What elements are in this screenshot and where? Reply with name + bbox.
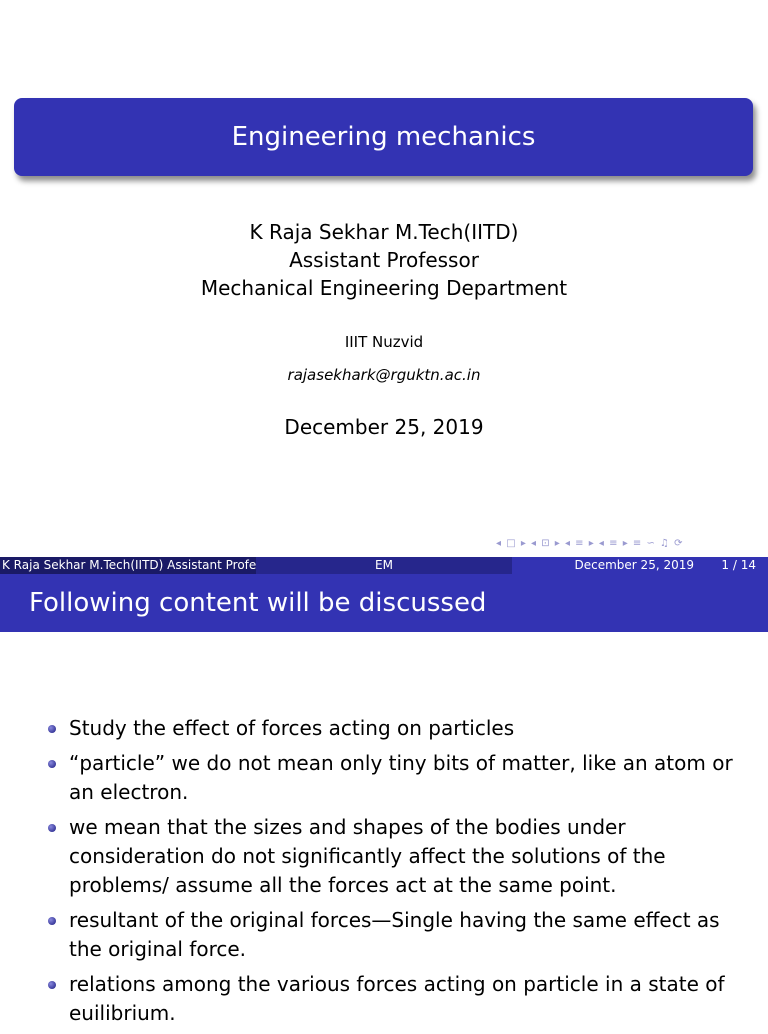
bullet-icon	[48, 981, 56, 989]
list-item: we mean that the sizes and shapes of the bodies under consideration do not significantly affect the solutions of the problems/ assume all the forces act at the same point.	[44, 813, 754, 900]
footer-author: K Raja Sekhar M.Tech(IITD) Assistant Profe	[2, 558, 256, 572]
frame-title: Following content will be discussed	[29, 588, 487, 618]
bullet-icon	[48, 824, 56, 832]
footer-page-number: 1 / 14	[721, 558, 756, 572]
author-department: Mechanical Engineering Department	[200, 276, 568, 300]
title-banner	[14, 98, 753, 176]
frame-title-bar	[0, 574, 768, 632]
footer-short-title: EM	[256, 557, 512, 574]
beamer-navigation-icons[interactable]: ◂ □ ▸ ◂ ⊡ ▸ ◂ ≡ ▸ ◂ ≡ ▸ ≡ ∽ ♫ ⟳	[496, 538, 684, 549]
presentation-title: Engineering mechanics	[231, 122, 536, 152]
presentation-date: December 25, 2019	[284, 415, 484, 439]
author-email: rajasekhark@rguktn.ac.in	[287, 366, 481, 384]
bullet-icon	[48, 760, 56, 768]
list-item: resultant of the original forces—Single having the same effect as the original force.	[44, 906, 754, 964]
list-item: “particle” we do not mean only tiny bits of matter, like an atom or an electron.	[44, 749, 754, 807]
bullet-icon	[48, 725, 56, 733]
institute: IIIT Nuzvid	[344, 333, 424, 351]
content-list	[44, 714, 754, 1034]
footer-right	[512, 557, 768, 574]
list-item: Study the effect of forces acting on particles	[44, 714, 754, 743]
footer-date: December 25, 2019	[574, 558, 694, 572]
author-position: Assistant Professor	[289, 248, 479, 272]
author-block	[0, 218, 768, 302]
bullet-icon	[48, 917, 56, 925]
author-name: K Raja Sekhar M.Tech(IITD)	[249, 220, 519, 244]
list-item: relations among the various forces acting on particle in a state of euilibrium.	[44, 970, 754, 1028]
slide-footer	[0, 557, 768, 574]
